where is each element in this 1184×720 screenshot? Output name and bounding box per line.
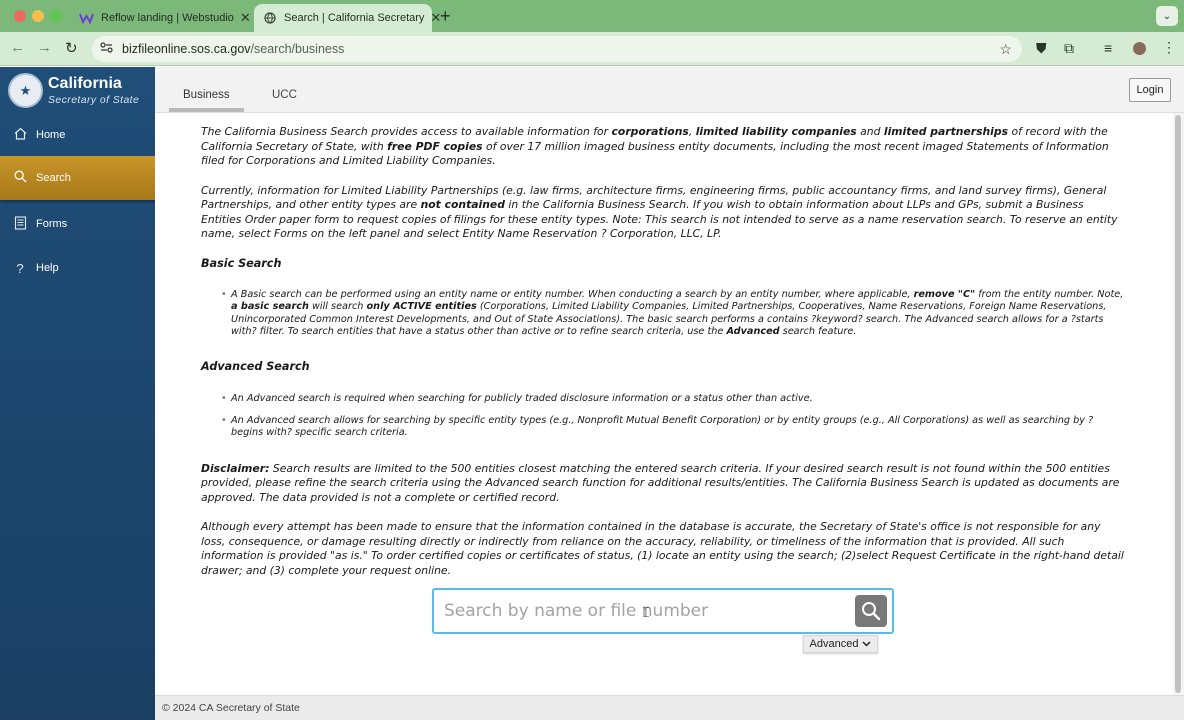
sidebar-item-help[interactable] [0,246,155,290]
disclaimer-paragraph: Disclaimer: Search results are limited to the 500 entities closest matching the entered search criteria. If your desired search result is not found within the 500 entities provided, please refine the search criteria using the Advanced search function for additional results/entities. The California Business Search is updated as documents are approved. The data provided is not a complete or certified record. [201,461,1120,504]
tab-title: Reflow landing | Webstudio [101,12,234,24]
sidebar [0,67,155,720]
bookmark-star-icon[interactable]: ☆ [999,41,1012,57]
forward-arrow-icon[interactable]: → [37,39,52,56]
scrollbar-thumb[interactable] [1175,115,1181,693]
close-tab-icon[interactable]: ✕ [239,10,251,25]
question-icon: ? [16,260,24,276]
search-box [432,588,894,634]
minimize-window-button[interactable] [32,10,44,22]
list-item: • An Advanced search is required when searching for publicly traded disclosure information or a status other than active. [221,392,813,404]
accuracy-paragraph: Although every attempt has been made to ensure that the information contained in the database is accurate, the Secretary of State's office is not responsible for any loss, consequence, or damage resulting directly or indirectly from reliance on the accuracy, reliability, or timeliness of the information that is provided. All such information is provided "as is." To order certified copies or certificates of status, (1) locate an entity using the search; (2)select Request Certificate in the right-hand detail drawer; and (3) complete your request online. [201,520,1124,577]
llp-paragraph: Currently, information for Limited Liability Partnerships (e.g. law firms, architecture firms, engineering firms, public accountancy firms, and land survey firms), General Partnerships, and other entity types are not contained in the California Business Search. If you wish to obtain information about LLPs and GPs, submit a Business Entities Order paper form to request copies of filings for these entity types. Note: This search is not intended to serve as a name reservation search. To reserve an entity name, select Forms on the left panel and select Entity Name Reservation ? Corporation, LLC, LP. [201,183,1118,240]
url-host: bizfileonline.sos.ca.gov [122,42,251,56]
magnifier-icon [861,601,881,621]
globe-icon [264,11,276,25]
media-queue-icon[interactable]: ≡ [1104,40,1113,56]
sidebar-item-label: Forms [36,218,68,230]
webstudio-icon [80,11,93,25]
reload-icon[interactable]: ↻ [65,40,78,57]
tab-ucc[interactable]: UCC [272,89,297,101]
tab-business[interactable]: Business [183,89,230,101]
brand-subtitle: Secretary of State [48,94,140,106]
tab-title: Search | California Secretary [284,12,425,24]
new-tab-icon[interactable]: + [440,6,451,26]
browser-toolbar [0,32,1184,66]
sidebar-item-forms[interactable] [0,202,155,246]
copyright-text: © 2024 CA Secretary of State [162,702,300,714]
list-item: • A Basic search can be performed using an entity name or entity number. When conducting a search by an entity number, where applicable, remove "C" from the entity number. Note, a basic search will search only ACTIVE entities (Corporations, Limited Liability Companies, Limited Partnerships, Cooperatives, Name Reservations, Foreign Name Reservations, Unincorporated Common Interest Developments, and Out of State Associations). The basic search performs a contains ?keyword? search. The Advanced search allows for a ?starts with? filter. To search entities that have a status other than active or to refine search criteria, use the Advanced search feature. [221,289,1124,337]
home-icon [12,127,28,143]
address-bar[interactable] [92,36,1022,62]
page-scrollbar[interactable] [1173,113,1184,695]
text-cursor-icon: 𝙸 [641,604,651,620]
maximize-window-button[interactable] [50,10,62,22]
site-info-icon[interactable] [100,42,116,56]
extension-shield-icon[interactable]: ⛊ [1036,40,1047,56]
state-seal-icon: ★ [8,73,43,108]
close-tab-icon[interactable]: ✕ [430,10,442,25]
extensions-puzzle-icon[interactable]: ⧉ [1064,40,1074,56]
sidebar-item-home[interactable] [0,113,155,157]
intro-paragraph: The California Business Search provides access to available information for corporations, limited liability companies and limited partnerships of record with the California Secretary of State, with free PDF copies of over 17 million imaged business entity documents, including the most recent imaged Statements of Information filed for Corporations and Limited Liability Companies. [201,125,1109,167]
basic-search-list [201,289,1125,338]
browser-tab-search[interactable] [254,4,442,32]
sidebar-item-label: Home [36,129,66,141]
browser-tab-strip [0,0,1184,32]
browser-tab-webstudio[interactable] [70,4,250,32]
tab-search-chevron-icon[interactable]: ⌄ [1156,6,1178,26]
search-button[interactable] [855,595,887,627]
brand-title: California [48,75,122,92]
advanced-search-button[interactable]: Advanced [803,635,878,653]
search-icon [12,170,28,186]
sidebar-item-label: Search [36,172,71,184]
url-path: /search/business [250,42,345,56]
advanced-search-heading: Advanced Search [201,360,310,374]
advanced-search-list [201,393,1125,440]
active-tab-indicator [169,108,244,112]
browser-menu-icon[interactable]: ⋮ [1162,39,1176,55]
basic-search-heading: Basic Search [201,256,282,270]
sidebar-item-label: Help [36,262,59,274]
search-instructions [201,125,1125,593]
page-footer [155,695,1184,720]
login-button[interactable]: Login [1129,78,1171,102]
list-item: • An Advanced search allows for searching by specific entity types (e.g., Nonprofit Mutual Benefit Corporation) or by entity groups (e.g., All Corporations) as well as searching by ?begins with? specific search criteria. [221,414,1094,439]
profile-avatar[interactable] [1131,40,1148,57]
back-arrow-icon[interactable]: ← [10,39,25,56]
chevron-down-icon [862,638,871,650]
app-header [155,67,1184,113]
sidebar-item-search[interactable] [0,156,162,200]
document-icon [12,216,28,233]
close-window-button[interactable] [14,10,26,22]
